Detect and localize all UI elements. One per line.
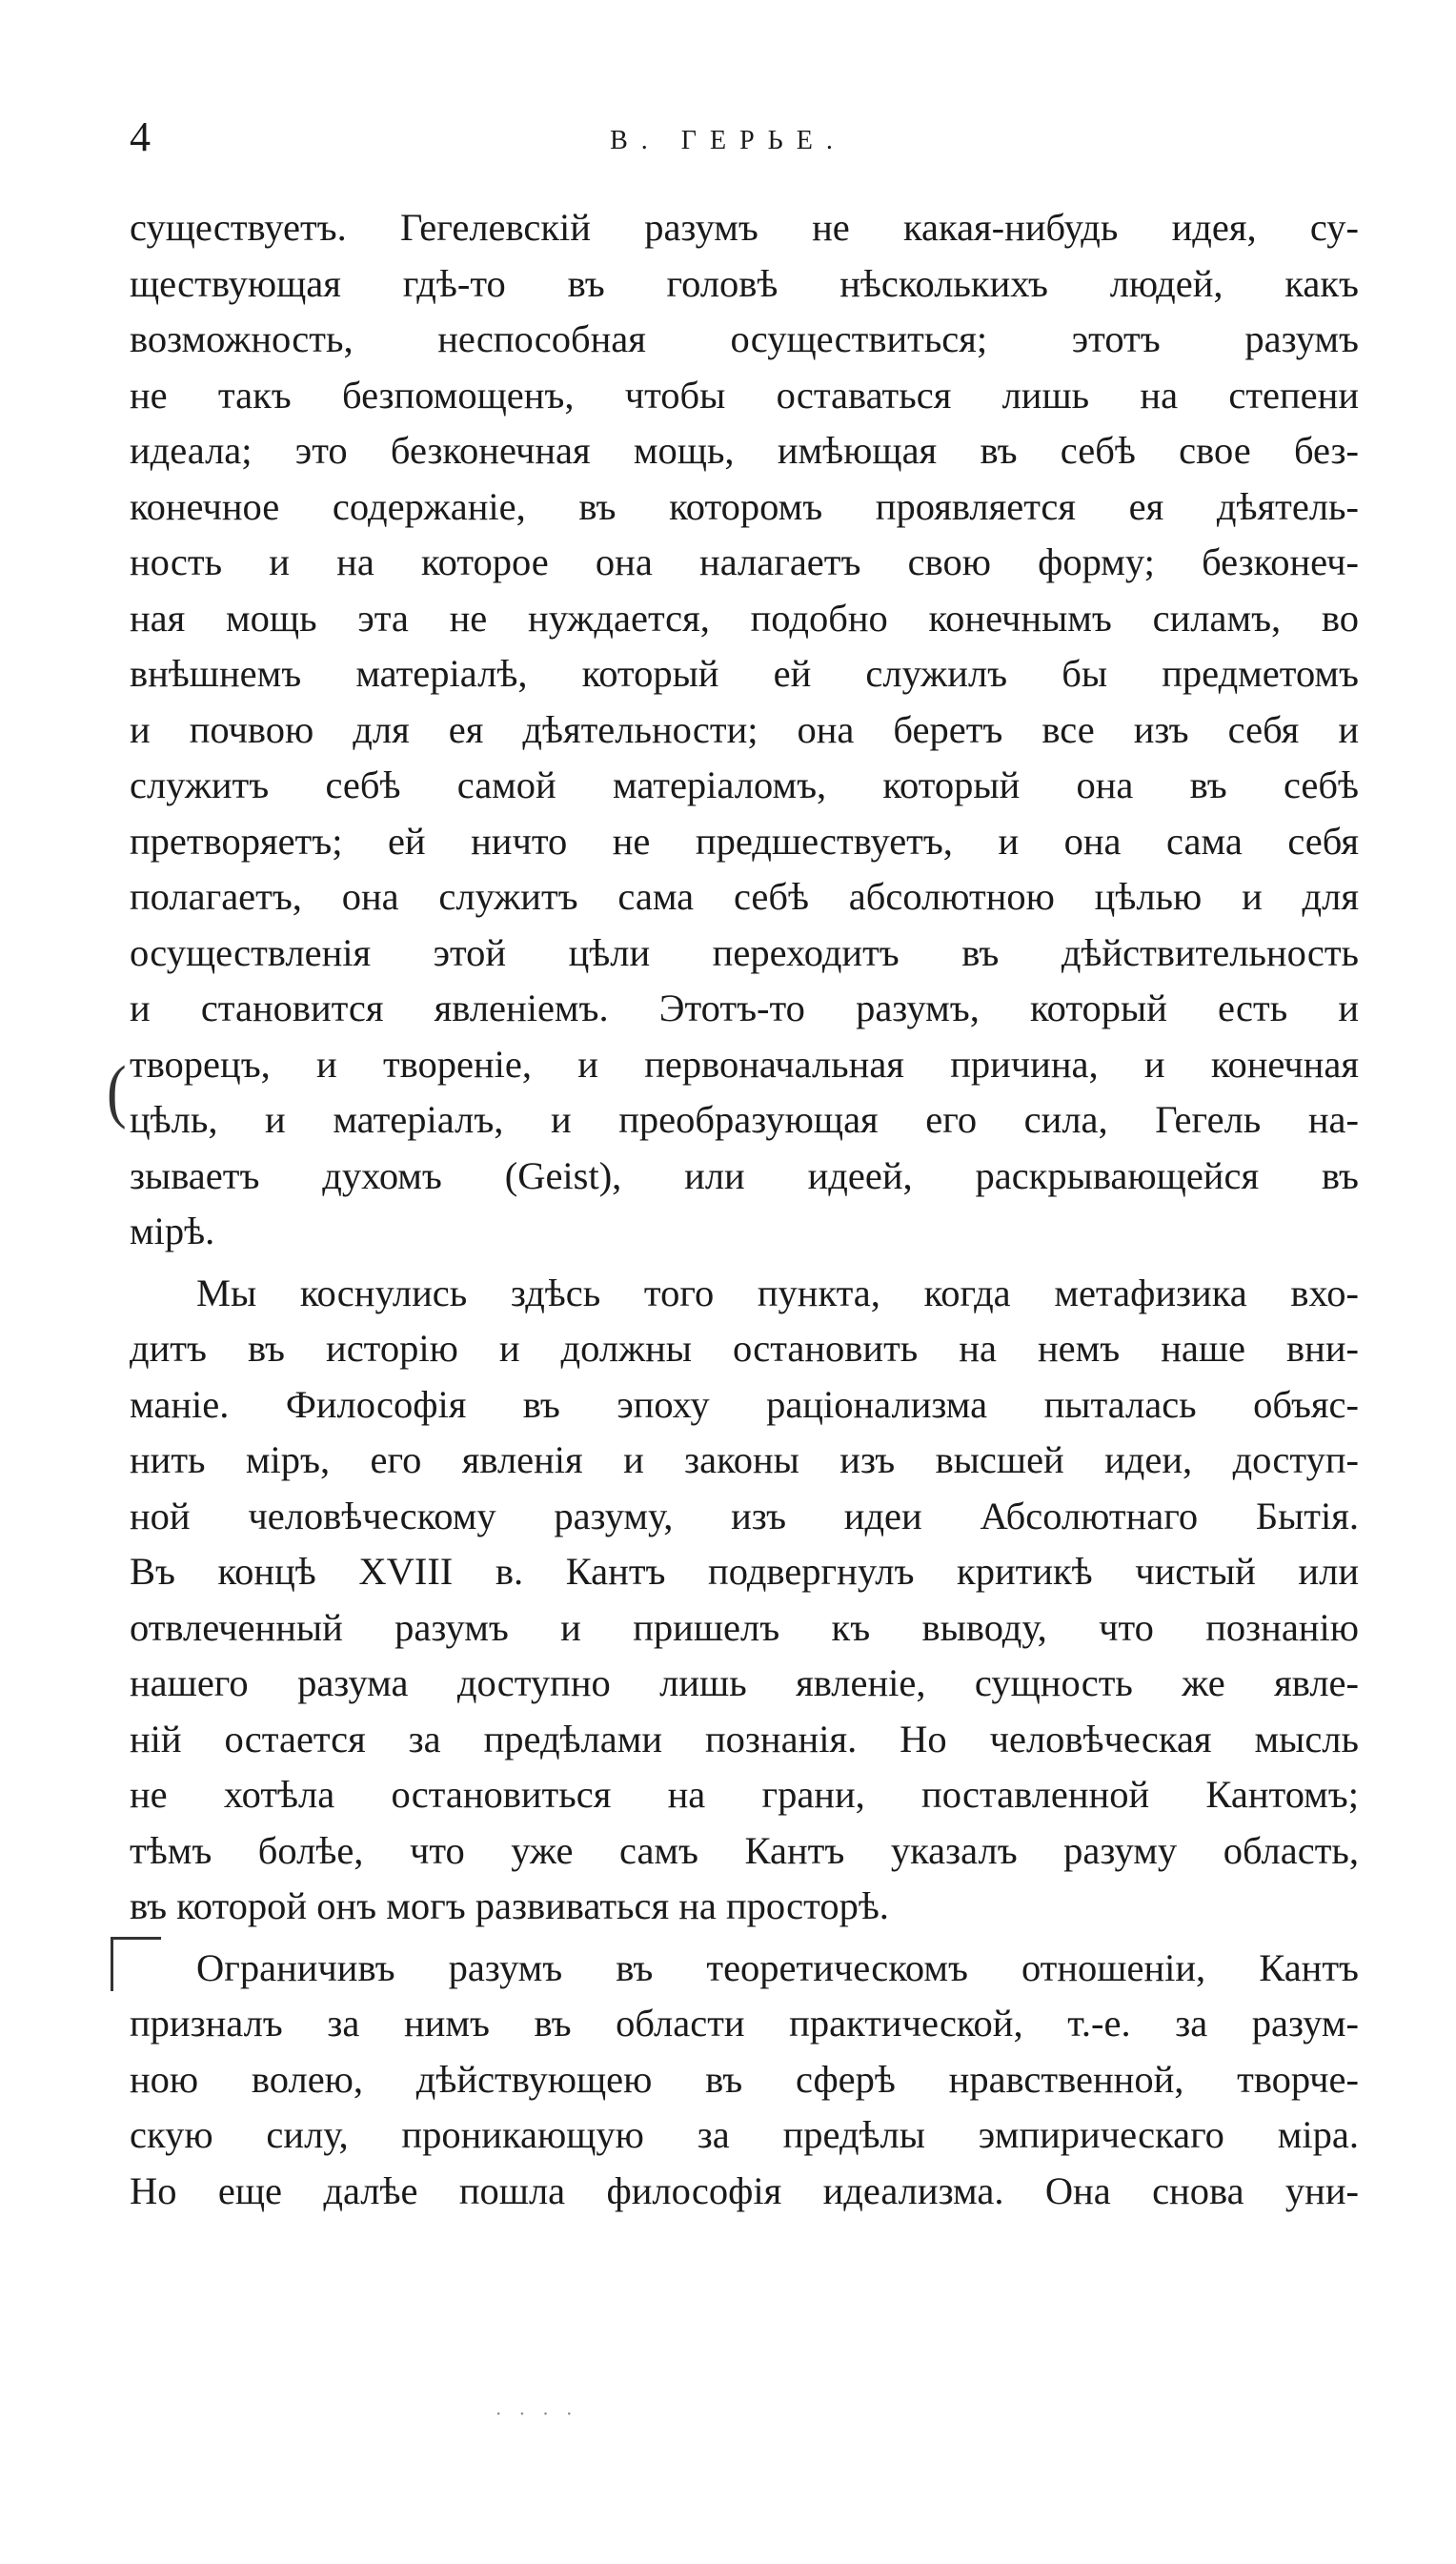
- text-line: зываетъ духомъ (Geist), или идеей, раскрывающейся въ: [130, 1153, 1359, 1197]
- text-line: ній остается за предѣлами познанія. Но человѣческая мысль: [130, 1717, 1359, 1760]
- text-line: тѣмъ болѣе, что уже самъ Кантъ указалъ разуму область,: [130, 1828, 1359, 1872]
- text-line: конечное содержаніе, въ которомъ проявляется ея дѣятель-: [130, 484, 1359, 528]
- running-title: В. ГЕРЬЕ.: [610, 126, 846, 155]
- text-line: полагаетъ, она служитъ сама себѣ абсолютною цѣлью и для: [130, 875, 1359, 918]
- text-line: Но еще далѣе пошла философія идеализма. Она снова уни-: [130, 2168, 1359, 2212]
- text-line: ная мощь эта не нуждается, подобно конечнымъ силамъ, во: [130, 596, 1359, 640]
- text-line: ность и на которое она налагаетъ свою форму; безконеч-: [130, 540, 1359, 583]
- text-line: ною волею, дѣйствующею въ сферѣ нравственной, творче-: [130, 2057, 1359, 2101]
- body-text: [130, 200, 1359, 2219]
- page-header: [0, 112, 1456, 170]
- text-line: и становится явленіемъ. Этотъ-то разумъ, который есть и: [130, 987, 1359, 1029]
- margin-bracket-mark: (: [107, 1052, 127, 1130]
- text-line: служитъ себѣ самой матеріаломъ, который она въ себѣ: [130, 763, 1359, 806]
- paragraph-1: [130, 200, 1359, 1260]
- text-line: не такъ безпомощенъ, чтобы оставаться лишь на степени: [130, 373, 1359, 417]
- text-line: маніе. Философія въ эпоху раціонализма пыталась объяс-: [130, 1382, 1359, 1426]
- paper-specks: · · · ·: [495, 2402, 578, 2425]
- text-line: осуществленія этой цѣли переходитъ въ дѣйствительность: [130, 930, 1359, 974]
- margin-corner-mark: [111, 1937, 161, 1991]
- text-line: цѣль, и матеріалъ, и преобразующая его сила, Гегель на-: [130, 1098, 1359, 1141]
- text-line: претворяетъ; ей ничто не предшествуетъ, и она сама себя: [130, 819, 1359, 863]
- page-number: 4: [130, 113, 151, 160]
- text-line: ной человѣческому разуму, изъ идеи Абсолютнаго Бытія.: [130, 1494, 1359, 1537]
- text-line: скую силу, проникающую за предѣлы эмпирическаго міра.: [130, 2113, 1359, 2156]
- text-line: Ограничивъ разумъ въ теоретическомъ отношеніи, Кантъ: [196, 1945, 1359, 1989]
- text-line: дитъ въ исторію и должны остановить на немъ наше вни-: [130, 1327, 1359, 1370]
- text-line: Мы коснулись здѣсь того пункта, когда метафизика вхо-: [196, 1271, 1359, 1314]
- text-line: внѣшнемъ матеріалѣ, который ей служилъ бы предметомъ: [130, 652, 1359, 695]
- paragraph-3: [130, 1941, 1359, 2220]
- text-line: нить міръ, его явленія и законы изъ высшей идеи, доступ-: [130, 1438, 1359, 1481]
- text-line: отвлеченный разумъ и пришелъ къ выводу, что познанію: [130, 1605, 1359, 1649]
- text-line: творецъ, и твореніе, и первоначальная причина, и конечная: [130, 1042, 1359, 1086]
- text-line: мірѣ.: [130, 1210, 215, 1252]
- paragraph-2: [130, 1266, 1359, 1935]
- text-line: Въ концѣ XVIII в. Кантъ подвергнулъ критикѣ чистый или: [130, 1550, 1359, 1593]
- text-line: нашего разума доступно лишь явленіе, сущность же явле-: [130, 1661, 1359, 1704]
- text-line: существуетъ. Гегелевскій разумъ не какая-нибудь идея, су-: [130, 206, 1359, 249]
- text-line: идеала; это безконечная мощь, имѣющая въ себѣ свое без-: [130, 429, 1359, 472]
- text-line: ществующая гдѣ-то въ головѣ нѣсколькихъ людей, какъ: [130, 261, 1359, 305]
- text-line: возможность, неспособная осуществиться; этотъ разумъ: [130, 317, 1359, 360]
- text-line: и почвою для ея дѣятельности; она беретъ все изъ себя и: [130, 707, 1359, 751]
- text-line: въ которой онъ могъ развиваться на просторѣ.: [130, 1884, 889, 1927]
- text-line: не хотѣла остановиться на грани, поставленной Кантомъ;: [130, 1773, 1359, 1816]
- text-line: призналъ за нимъ въ области практической, т.-е. за разум-: [130, 2002, 1359, 2045]
